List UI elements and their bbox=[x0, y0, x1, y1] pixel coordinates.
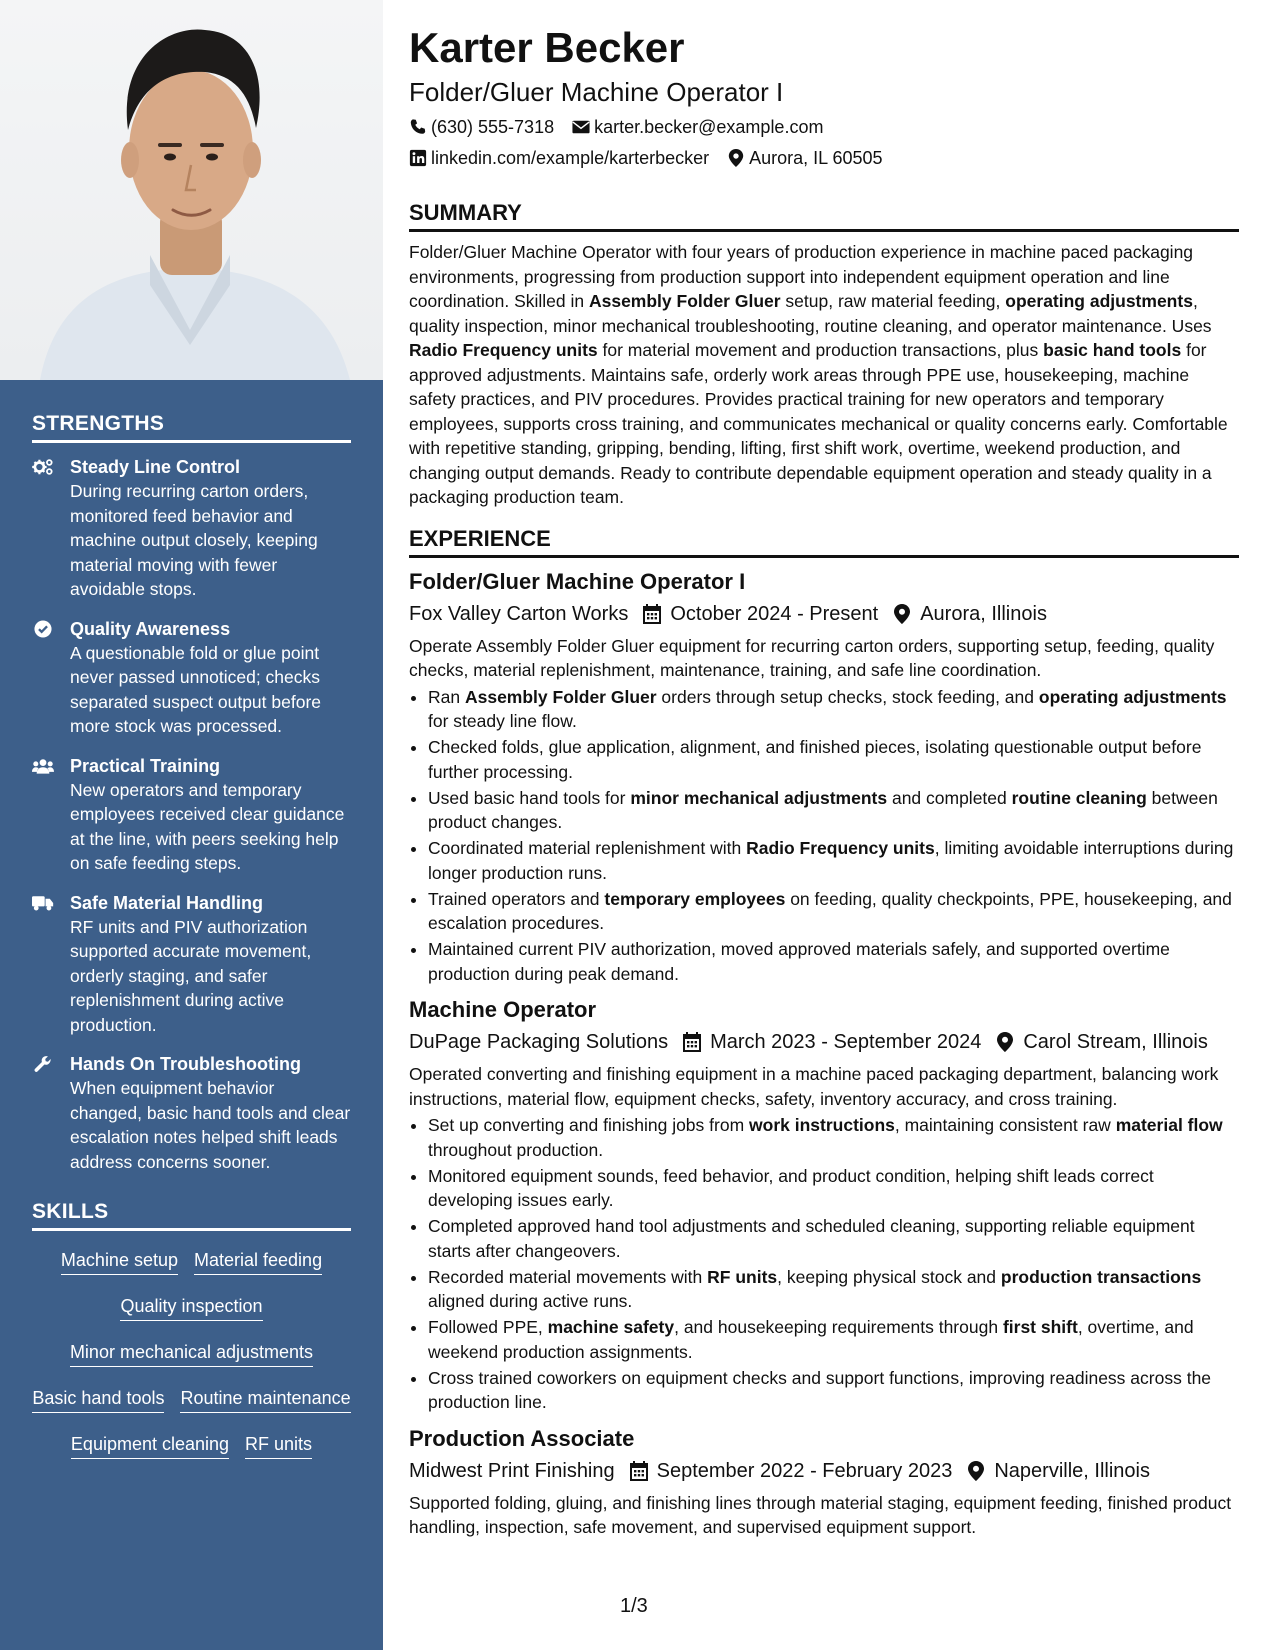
strength-item bbox=[32, 455, 351, 602]
list-item: • Completed approved hand tool adjustments and scheduled cleaning, supporting reliable equipment starts after changeovers. bbox=[428, 1214, 1239, 1263]
linkedin-icon bbox=[409, 149, 427, 167]
job-location: Aurora, Illinois bbox=[920, 602, 1047, 625]
strength-title: Hands On Troubleshooting bbox=[70, 1054, 301, 1074]
job-meta bbox=[409, 1457, 1239, 1485]
location-pin-icon bbox=[892, 604, 912, 624]
job-dates: March 2023 - September 2024 bbox=[710, 1031, 982, 1053]
skill-tag: Machine setup bbox=[61, 1249, 178, 1275]
calendar-icon bbox=[642, 604, 662, 624]
job-title: Folder/Gluer Machine Operator I bbox=[409, 568, 746, 594]
strength-title: Steady Line Control bbox=[70, 457, 241, 477]
company-name: DuPage Packaging Solutions bbox=[409, 1031, 669, 1053]
experience-heading: EXPERIENCE bbox=[409, 526, 1239, 558]
strength-item bbox=[32, 891, 351, 1038]
location-pin-icon bbox=[995, 1032, 1015, 1052]
list-item: • Cross trained coworkers on equipment checks and support functions, improving readiness across the production line. bbox=[428, 1366, 1239, 1415]
job-dates: October 2024 - Present bbox=[670, 602, 879, 625]
gears-icon bbox=[32, 455, 70, 602]
company-name: Fox Valley Carton Works bbox=[409, 602, 629, 625]
strength-title: Quality Awareness bbox=[70, 618, 231, 639]
job-list bbox=[409, 568, 1239, 1540]
truck-icon bbox=[32, 891, 70, 1038]
phone-contact[interactable] bbox=[409, 115, 554, 139]
main-content bbox=[409, 22, 1239, 1540]
email-contact[interactable] bbox=[572, 115, 823, 139]
job-location: Naperville, Illinois bbox=[994, 1459, 1150, 1482]
location-pin-icon bbox=[727, 149, 745, 167]
job-meta bbox=[409, 600, 1239, 628]
location-text: Aurora, IL 60505 bbox=[749, 148, 883, 168]
location-contact bbox=[727, 146, 882, 170]
strength-item bbox=[32, 1052, 351, 1174]
candidate-title: Folder/Gluer Machine Operator I bbox=[409, 77, 784, 107]
skill-tag: Routine maintenance bbox=[180, 1387, 350, 1413]
skill-tag: Basic hand tools bbox=[32, 1387, 164, 1413]
strength-description: When equipment behavior changed, basic hand tools and clear escalation notes helped shift leads address concerns sooner. bbox=[70, 1078, 351, 1172]
list-item: • Ran Assembly Folder Gluer orders through setup checks, stock feeding, and operating adjustments for steady line flow. bbox=[428, 685, 1239, 734]
list-item: • Trained operators and temporary employees on feeding, quality checkpoints, PPE, housekeeping, and escalation procedures. bbox=[428, 887, 1239, 936]
job-description: Operated converting and finishing equipment in a machine paced packaging department, balancing work instructions, material flow, equipment checks, safety, inventory accuracy, and cross training. bbox=[409, 1064, 1219, 1109]
strength-description: A questionable fold or glue point never passed unnoticed; checks separated suspect output before more stock was processed. bbox=[70, 642, 322, 736]
job-description: Operate Assembly Folder Gluer equipment for recurring carton orders, supporting setup, feeding, quality checks, material replenishment, maintenance, training, and safe line coordination. bbox=[409, 635, 1215, 680]
job-bullets bbox=[409, 685, 1239, 987]
job-entry bbox=[409, 996, 1239, 1415]
phone-icon bbox=[409, 118, 427, 136]
list-item: • Set up converting and finishing jobs from work instructions, maintaining consistent raw material flow throughout production. bbox=[428, 1113, 1239, 1162]
sidebar bbox=[0, 0, 383, 1650]
envelope-icon bbox=[572, 118, 590, 136]
job-description: Supported folding, gluing, and finishing lines through material staging, equipment feeding, finished product handling, inspection, safe movement, and supervised equipment support. bbox=[409, 1492, 1232, 1537]
strength-description: New operators and temporary employees received clear guidance at the line, with peers seeking help on safe feeding steps. bbox=[70, 779, 345, 873]
summary-heading: SUMMARY bbox=[409, 200, 1239, 232]
job-entry bbox=[409, 1425, 1239, 1540]
candidate-name: Karter Becker bbox=[409, 24, 685, 71]
list-item: • Coordinated material replenishment with Radio Frequency units, limiting avoidable interruptions during longer production runs. bbox=[428, 836, 1239, 885]
job-location: Carol Stream, Illinois bbox=[1023, 1031, 1208, 1053]
skills-list bbox=[32, 1243, 351, 1459]
skill-tag: Material feeding bbox=[194, 1249, 322, 1275]
job-title: Production Associate bbox=[409, 1425, 635, 1451]
strength-title: Practical Training bbox=[70, 755, 221, 776]
job-bullets bbox=[409, 1113, 1239, 1415]
list-item: • Used basic hand tools for minor mechanical adjustments and completed routine cleaning between product changes. bbox=[428, 786, 1239, 835]
check-circle-icon bbox=[32, 617, 70, 739]
strengths-heading: STRENGTHS bbox=[32, 412, 351, 443]
list-item: • Monitored equipment sounds, feed behavior, and product condition, helping shift leads correct developing issues early. bbox=[428, 1164, 1239, 1213]
strength-item bbox=[32, 754, 351, 876]
page-number: 1/3 bbox=[620, 1595, 648, 1617]
strength-description: RF units and PIV authorization supported accurate movement, orderly staging, and safer replenishment during active production. bbox=[70, 916, 312, 1035]
wrench-icon bbox=[32, 1052, 70, 1174]
job-entry bbox=[409, 568, 1239, 987]
job-meta bbox=[409, 1028, 1239, 1056]
strength-item bbox=[32, 617, 351, 739]
skill-tag: Equipment cleaning bbox=[71, 1433, 229, 1459]
job-title: Machine Operator bbox=[409, 997, 597, 1022]
list-item: • Checked folds, glue application, alignment, and finished pieces, isolating questionable output before further processing. bbox=[428, 735, 1239, 784]
contact-row bbox=[409, 115, 1239, 139]
skill-tag: Quality inspection bbox=[120, 1295, 262, 1321]
portrait-illustration bbox=[0, 0, 383, 380]
strength-title: Safe Material Handling bbox=[70, 892, 264, 913]
phone-text: (630) 555-7318 bbox=[431, 117, 555, 137]
job-dates: September 2022 - February 2023 bbox=[656, 1459, 953, 1482]
list-item: • Recorded material movements with RF units, keeping physical stock and production transactions aligned during active runs. bbox=[428, 1265, 1239, 1314]
linkedin-contact[interactable] bbox=[409, 146, 709, 170]
email-text: karter.becker@example.com bbox=[594, 117, 824, 137]
users-icon bbox=[32, 754, 70, 876]
company-name: Midwest Print Finishing bbox=[409, 1459, 615, 1482]
location-pin-icon bbox=[966, 1461, 986, 1481]
skill-tag: RF units bbox=[245, 1433, 312, 1459]
contact-row bbox=[409, 146, 1239, 170]
strength-description: During recurring carton orders, monitored feed behavior and machine output closely, keeping material moving with fewer avoidable stops. bbox=[70, 481, 318, 599]
profile-photo bbox=[0, 0, 383, 380]
list-item: • Maintained current PIV authorization, moved approved materials safely, and supported overtime production during peak demand. bbox=[428, 937, 1239, 986]
skills-heading: SKILLS bbox=[32, 1200, 351, 1231]
list-item: • Followed PPE, machine safety, and housekeeping requirements through first shift, overtime, and weekend production assignments. bbox=[428, 1315, 1239, 1364]
summary-text: Folder/Gluer Machine Operator with four years of production experience in machine paced packaging environments, progressing from production support into independent equipment operation and line coordination. Skilled in Assembly Folder Gluer setup, raw material feeding, operating adjustments, quality inspection, minor mechanical troubleshooting, routine cleaning, and operator maintenance. Uses Radio Frequency units for material movement and production transactions, plus basic hand tools for approved adjustments. Maintains safe, orderly work areas through PPE use, housekeeping, machine safety practices, and PIV procedures. Provides practical training for new operators and temporary employees, supports cross training, and communicates mechanical or quality concerns early. Comfortable with repetitive standing, gripping, bending, lifting, first shift work, overtime, weekend production, and changing output demands. Ready to contribute dependable equipment operation and steady quality in a packaging production team. bbox=[409, 242, 1228, 507]
skill-tag: Minor mechanical adjustments bbox=[70, 1341, 313, 1367]
linkedin-text: linkedin.com/example/karterbecker bbox=[431, 148, 710, 168]
calendar-icon bbox=[629, 1461, 649, 1481]
calendar-icon bbox=[682, 1032, 702, 1052]
